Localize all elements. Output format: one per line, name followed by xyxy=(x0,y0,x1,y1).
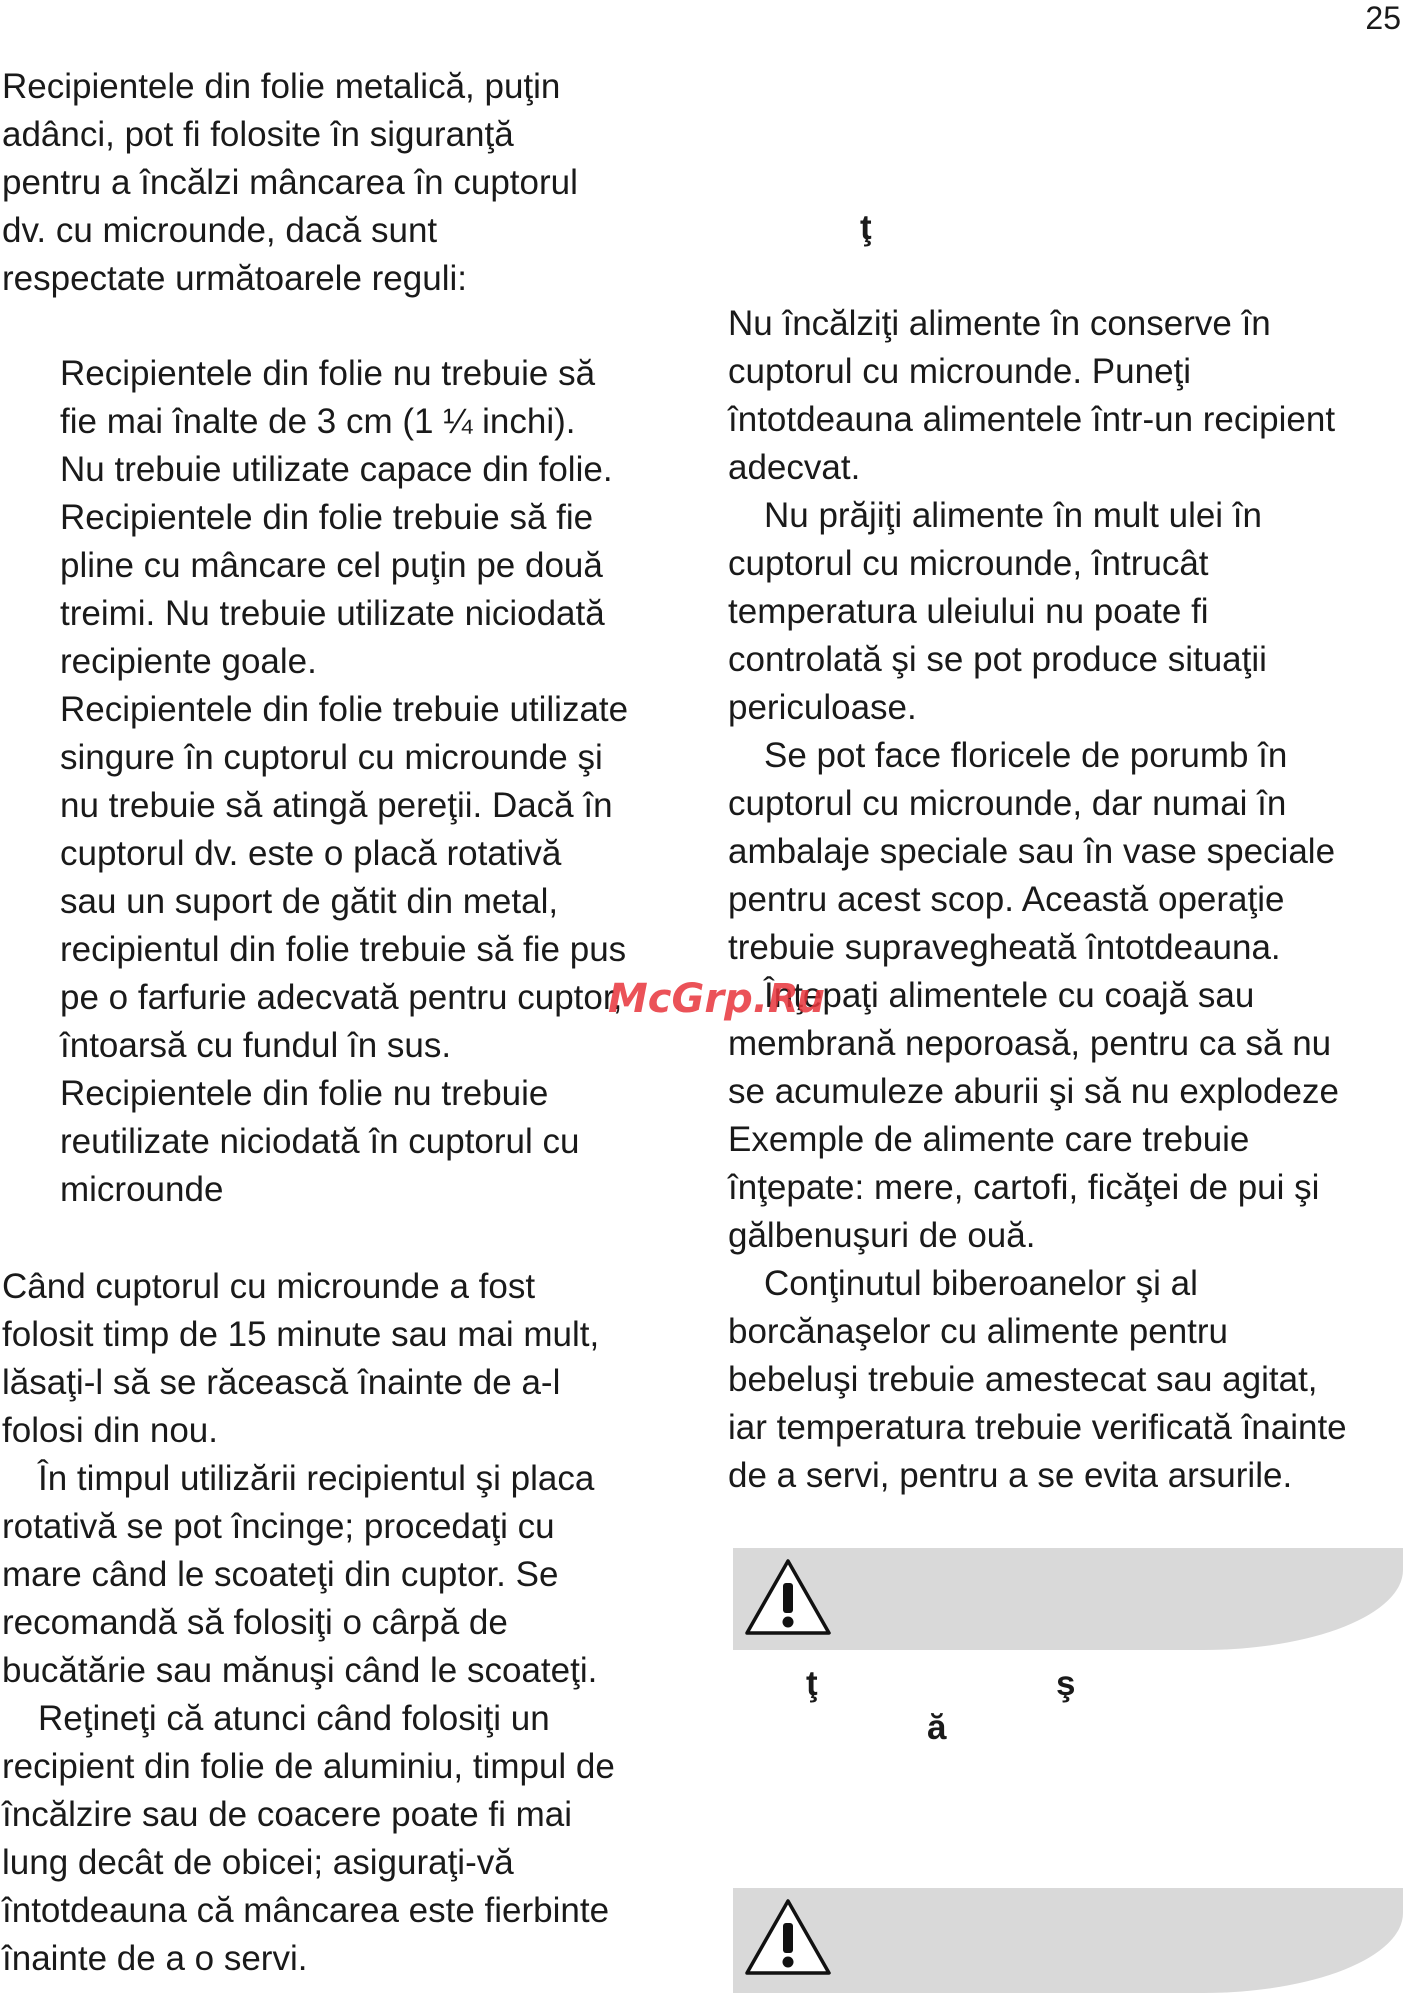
page-number: 25 xyxy=(1365,0,1401,36)
intro-paragraph: Recipientele din folie metalică, puţin adânci, pot fi folosite în siguranţă pentru a încălzi mâncarea în cuptorul dv. cu microunde, dacă sunt respectate următoarele reguli: xyxy=(2,67,578,298)
foil-rules-list: Recipientele din folie nu trebuie să fie mai înalte de 3 cm (1 ¼ inchi). Nu trebuie utilizate capace din folie. Recipientele din folie trebuie să fie pline cu mâncare cel puţin pe două treimi. Nu trebuie utilizate niciodată recipiente goale. Recipientele din folie trebuie utilizate singure în cuptorul cu microunde şi nu trebuie să atingă pereţii. Dacă în cuptorul dv. este o placă rotativă sau un suport de gătit din metal, recipientul din folie trebuie să fie pus pe o farfurie adecvată pentru cuptor, întoarsă cu fundul în sus. Recipientele din folie nu trebuie reutilizate niciodată în cuptorul cu microunde xyxy=(60,354,629,1209)
warning-box xyxy=(733,1548,1403,1650)
warning-box xyxy=(733,1888,1403,1993)
warning-triangle-icon xyxy=(743,1556,833,1638)
section-heading-fragment: ţ xyxy=(860,208,872,247)
cooling-paragraph: Când cuptorul cu microunde a fost folosit timp de 15 minute sau mai mult, lăsaţi-l să se răcească înainte de a-l folosi din nou. xyxy=(2,1267,600,1450)
pierce-food-paragraph: Înţepaţi alimentele cu coajă sau membrană neporoasă, pentru ca să nu se acumuleze aburii şi să nu explodeze Exemple de alimente care trebuie înţepate: mere, cartofi, ficăţei de pui şi gălbenuşuri de ouă. xyxy=(728,976,1339,1255)
hot-dish-paragraph: În timpul utilizării recipientul şi placa rotativă se pot încinge; procedaţi cu mare când le scoateţi din cuptor. Se recomandă să folosiţi o cârpă de bucătărie sau mănuşi când le scoateţi. xyxy=(2,1459,598,1690)
right-column xyxy=(728,300,1407,1500)
aluminium-paragraph: Reţineţi că atunci când folosiţi un recipient din folie de aluminiu, timpul de încălzire sau de coacere poate fi mai lung decât de obicei; asiguraţi-vă întotdeauna că mâncarea este fierbinte înainte de a o servi. xyxy=(2,1699,615,1978)
canned-food-paragraph: Nu încălziţi alimente în conserve în cuptorul cu microunde. Puneţi întotdeauna alimentele într-un recipient adecvat. xyxy=(728,304,1336,487)
warning-text-fragment: ş xyxy=(1056,1664,1076,1703)
watermark: McGrp.Ru xyxy=(608,976,825,1022)
left-column xyxy=(2,63,692,1983)
oil-frying-paragraph: Nu prăjiţi alimente în mult ulei în cuptorul cu microunde, întrucât temperatura uleiului nu poate fi controlată şi se pot produce situaţii periculoase. xyxy=(728,496,1267,727)
baby-food-paragraph: Conţinutul biberoanelor şi al borcănaşelor cu alimente pentru bebeluşi trebuie amestecat sau agitat, iar temperatura trebuie verificată înainte de a servi, pentru a se evita arsurile. xyxy=(728,1264,1347,1495)
warning-text-fragment: ţ xyxy=(806,1664,818,1703)
warning-text-fragment: ă xyxy=(927,1708,947,1747)
warning-triangle-icon xyxy=(743,1896,833,1978)
popcorn-paragraph: Se pot face floricele de porumb în cuptorul cu microunde, dar numai în ambalaje speciale sau în vase speciale pentru acest scop. Această operaţie trebuie supravegheată întotdeauna. xyxy=(728,736,1336,967)
